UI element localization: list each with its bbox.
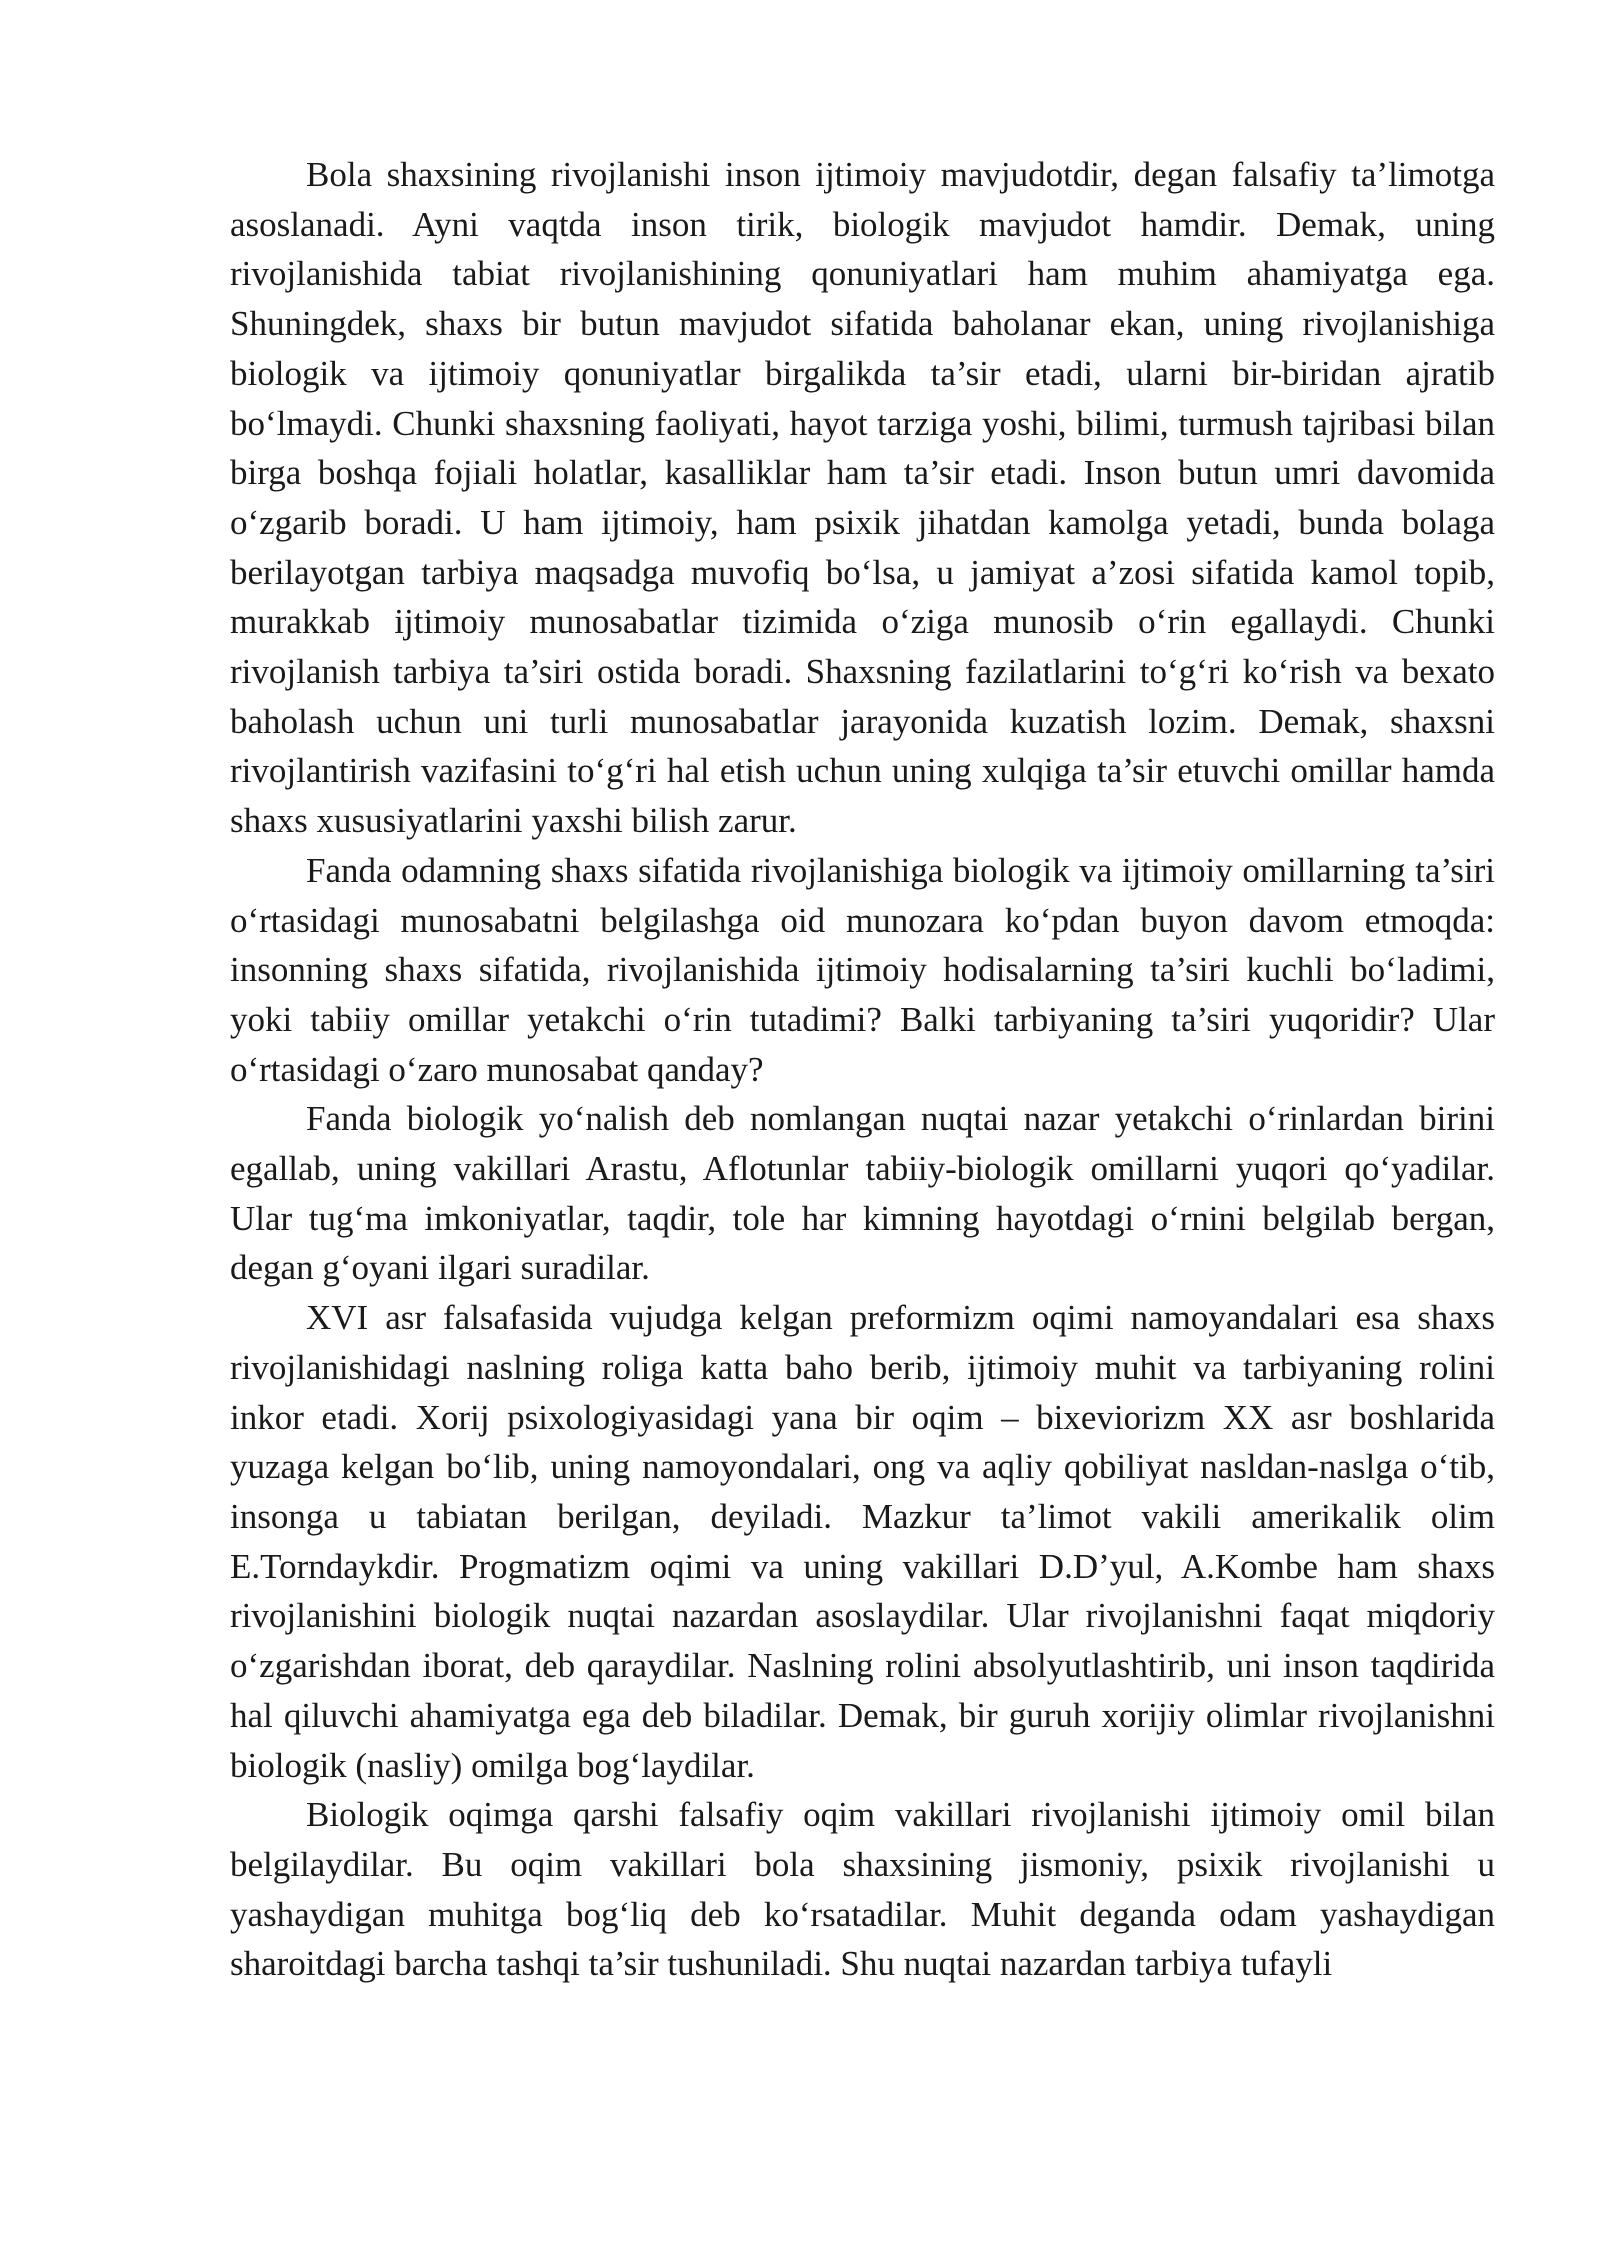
paragraph-2: Fanda odamning shaxs sifatida rivojlanishiga biologik va ijtimoiy omillarning ta’siri oʻrtasidagi munosabatni belgilashga oid munozara koʻpdan buyon davom etmoqda: insonning shaxs sifatida, rivojlanishida ijtimoiy hodisalarning ta’siri kuchli boʻladimi, yoki tabiiy omillar yetakchi oʻrin tutadimi? Balki tarbiyaning ta’siri yuqoridir? Ular oʻrtasidagi oʻzaro munosabat qanday? bbox=[230, 850, 1495, 1089]
paragraph-1: Bola shaxsining rivojlanishi inson ijtimoiy mavjudotdir, degan falsafiy ta’limotga asoslanadi. Ayni vaqtda inson tirik, biologik mavjudot hamdir. Demak, uning rivojlanishida tabiat rivojlanishining qonuniyatlari ham muhim ahamiyatga ega. Shuningdek, shaxs bir butun mavjudot sifatida baholanar ekan, uning rivojlanishiga biologik va ijtimoiy qonuniyatlar birgalikda ta’sir etadi, ularni bir-biridan ajratib boʻlmaydi. Chunki shaxsning faoliyati, hayot tarziga yoshi, bilimi, turmush tajribasi bilan birga boshqa fojiali holatlar, kasalliklar ham ta’sir etadi. Inson butun umri davomida oʻzgarib boradi. U ham ijtimoiy, ham psixik jihatdan kamolga yetadi, bunda bolaga berilayotgan tarbiya maqsadga muvofiq boʻlsa, u jamiyat a’zosi sifatida kamol topib, murakkab ijtimoiy munosabatlar tizimida oʻziga munosib oʻrin egallaydi. Chunki rivojlanish tarbiya ta’siri ostida boradi. Shaxsning fazilatlarini toʻgʻri koʻrish va bexato baholash uchun uni turli munosabatlar jarayonida kuzatish lozim. Demak, shaxsni rivojlantirish vazifasini toʻgʻri hal etish uchun uning xulqiga ta’sir etuvchi omillar hamda shaxs xususiyatlarini yaxshi bilish zarur. bbox=[230, 155, 1495, 841]
paragraph-3: Fanda biologik yoʻnalish deb nomlangan nuqtai nazar yetakchi oʻrinlardan birini egallab, uning vakillari Arastu, Aflotunlar tabiiy-biologik omillarni yuqori qoʻyadilar. Ular tugʻma imkoniyatlar, taqdir, tole har kimning hayotdagi oʻrnini belgilab bergan, degan gʻoyani ilgari suradilar. bbox=[230, 1099, 1495, 1288]
paragraph-5: Biologik oqimga qarshi falsafiy oqim vakillari rivojlanishi ijtimoiy omil bilan belgilaydilar. Bu oqim vakillari bola shaxsining jismoniy, psixik rivojlanishi u yashaydigan muhitga bogʻliq deb koʻrsatadilar. Muhit deganda odam yashaydigan sharoitdagi barcha tashqi ta’sir tushuniladi. Shu nuqtai nazardan tarbiya tufayli bbox=[230, 1795, 1495, 1984]
paragraph-4: XVI asr falsafasida vujudga kelgan preformizm oqimi namoyandalari esa shaxs rivojlanishidagi naslning roliga katta baho berib, ijtimoiy muhit va tarbiyaning rolini inkor etadi. Xorij psixologiyasidagi yana bir oqim – bixeviorizm XX asr boshlarida yuzaga kelgan boʻlib, uning namoyondalari, ong va aqliy qobiliyat nasldan-naslga oʻtib, insonga u tabiatan berilgan, deyiladi. Mazkur ta’limot vakili amerikalik olim E.Torndaykdir. Progmatizm oqimi va uning vakillari D.D’yul, A.Kombe ham shaxs rivojlanishini biologik nuqtai nazardan asoslaydilar. Ular rivojlanishni faqat miqdoriy oʻzgarishdan iborat, deb qaraydilar. Naslning rolini absolyutlashtirib, uni inson taqdirida hal qiluvchi ahamiyatga ega deb biladilar. Demak, bir guruh xorijiy olimlar rivojlanishni biologik (nasliy) omilga bogʻlaydilar. bbox=[230, 1298, 1495, 1785]
document-text bbox=[230, 150, 1495, 1989]
